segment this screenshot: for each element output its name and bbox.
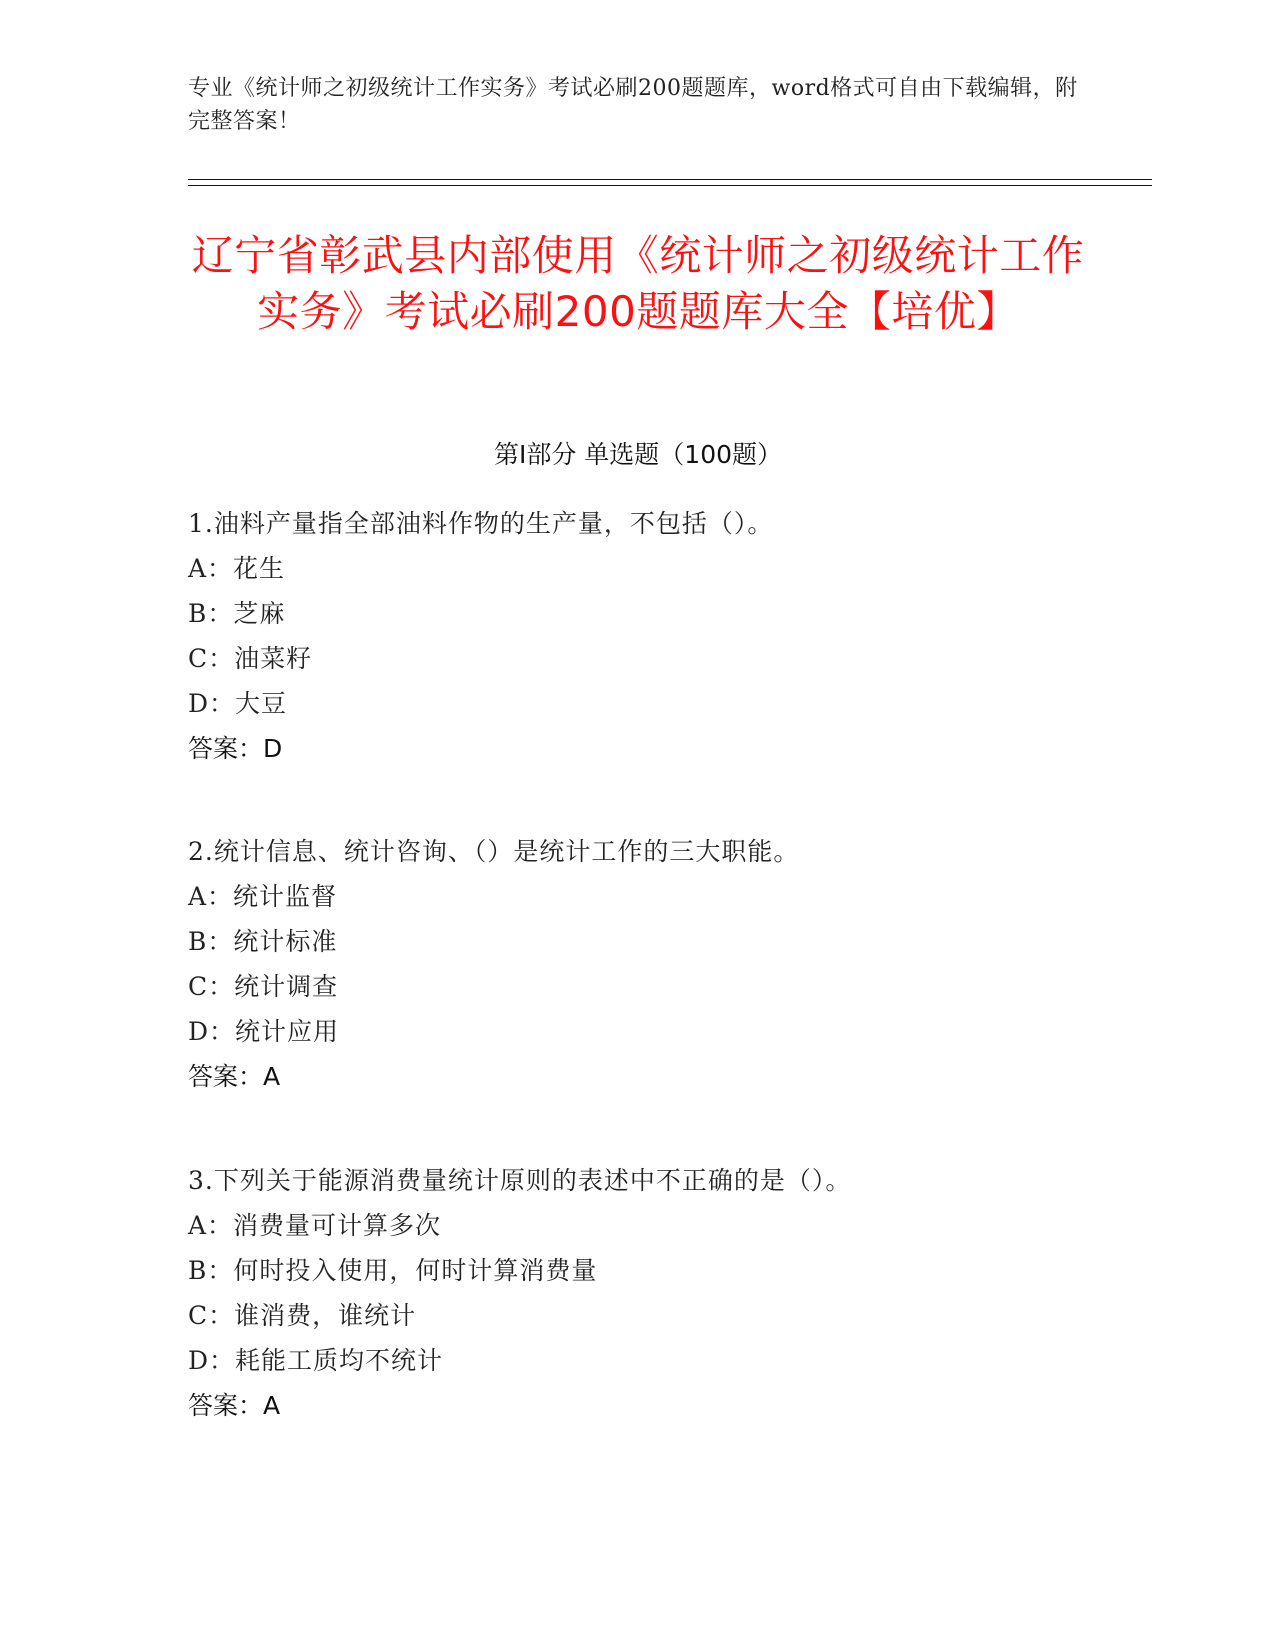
question-1	[188, 502, 1138, 771]
header-divider-top	[188, 179, 1152, 180]
option-b: B：统计标准	[188, 927, 338, 956]
option-d: D：统计应用	[188, 1017, 340, 1046]
option-d: D：耗能工质均不统计	[188, 1346, 444, 1375]
question-stem: 3.下列关于能源消费量统计原则的表述中不正确的是（）。	[188, 1166, 852, 1195]
option-b: B：何时投入使用，何时计算消费量	[188, 1256, 598, 1285]
question-3	[188, 1159, 1138, 1428]
option-c: C：谁消费，谁统计	[188, 1301, 417, 1330]
option-d: D：大豆	[188, 689, 288, 718]
answer-line: 答案：A	[188, 1391, 281, 1420]
header-note: 专业《统计师之初级统计工作实务》考试必刷200题题库，word格式可自由下载编辑，附完整答案！	[188, 76, 1078, 134]
section-heading: 第I部分 单选题（100题）	[493, 440, 783, 469]
header-divider-bottom	[188, 185, 1152, 186]
option-c: C：统计调查	[188, 972, 339, 1001]
document-title: 辽宁省彰武县内部使用《统计师之初级统计工作实务》考试必刷200题题库大全【培优】	[191, 231, 1085, 336]
question-stem: 1.油料产量指全部油料作物的生产量，不包括（）。	[188, 509, 774, 538]
question-stem: 2.统计信息、统计咨询、（）是统计工作的三大职能。	[188, 837, 800, 866]
option-a: A：统计监督	[188, 882, 338, 911]
option-c: C：油菜籽	[188, 644, 313, 673]
option-a: A：花生	[188, 554, 286, 583]
option-a: A：消费量可计算多次	[188, 1211, 442, 1240]
question-2	[188, 830, 1138, 1099]
answer-line: 答案：A	[188, 1062, 281, 1091]
option-b: B：芝麻	[188, 599, 286, 628]
answer-line: 答案：D	[188, 734, 283, 763]
